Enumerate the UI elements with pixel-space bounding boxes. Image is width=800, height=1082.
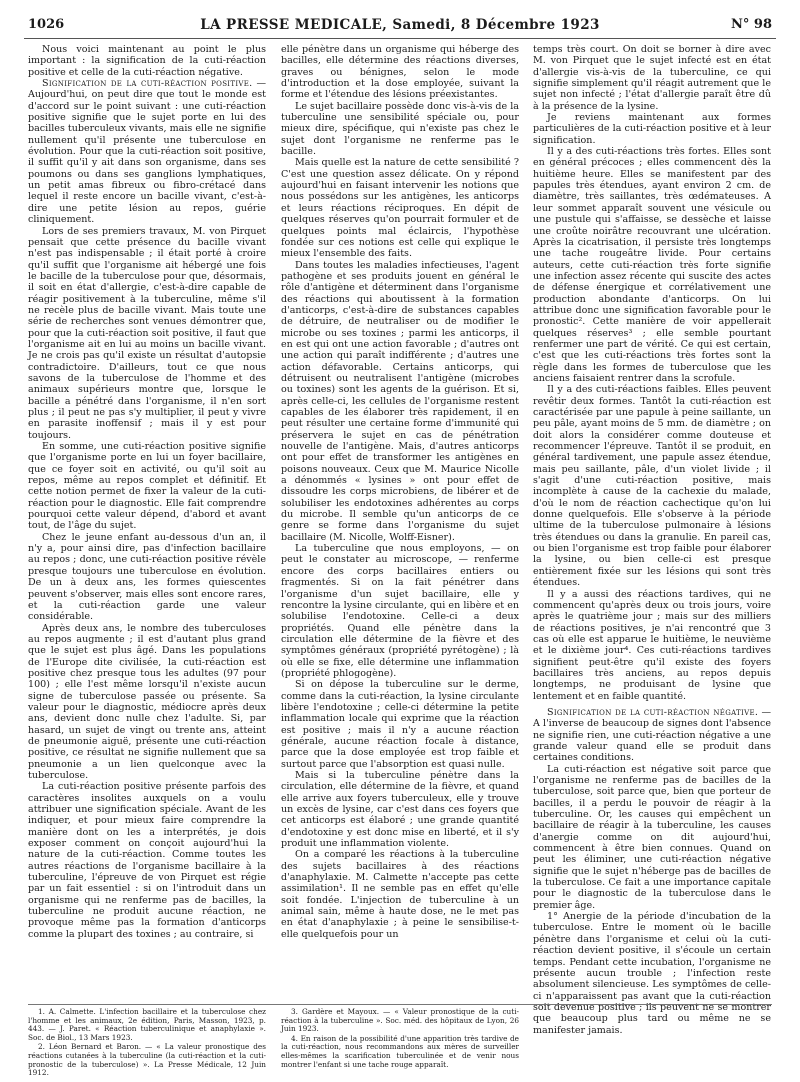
paragraph-text: Le sujet bacillaire possède donc vis-à-vis de la tuberculine une sensibilité spéciale ou, pour mieux dire, spécifique, qui n'existe pas chez le sujet dont l'organisme ne renferme pas le bacille. bbox=[281, 100, 519, 158]
masthead: LA PRESSE MEDICALE, Samedi, 8 Décembre 1923 bbox=[200, 17, 600, 33]
paragraph bbox=[281, 101, 519, 158]
paragraph-text: Mais si la tuberculine pénètre dans la circulation, elle détermine de la fièvre, et quand elle arrive aux foyers tuberculeux, elle y trouve un excès de lysine, car c'est dans ces foyers que cet anticorps est élaboré ; une grande quantité d'endotoxine y est donc mise en liberté, et il s'y produit une inflammation violente. bbox=[281, 770, 519, 850]
paragraph-text: Il y a des cuti-réactions très fortes. Elles sont en général précoces ; elles commencent dès la huitième heure. Elles se manifestent par des papules très étendues, ayant environ 2 cm. de diamètre, très saillantes, très œdémateuses. A leur sommet apparaît souvent une vésicule ou une pustule qui s'affaisse, se dessèche et laisse une croûte noirâtre recouvrant une ulcération. Après la cicatrisation, il persiste très longtemps une tache rougeâtre livide. Pour certains auteurs, cette cuti-réaction très forte signifie une infection assez récente qui suscite des actes de défense énergique et corrélativement une production abondante d'anticorps. On lui attribue donc une signification favorable pour le pronostic². Cette manière de voir appellerait quelques réserves³ ; elle semble pourtant renfermer une part de vérité. Ce qui est certain, c'est que les cuti-réactions très fortes sont la règle dans les formes de tuberculose que les anciens faisaient rentrer dans la scrofule. bbox=[533, 146, 771, 384]
paragraph-text: Après deux ans, le nombre des tuberculoses au repos augmente ; il est d'autant plus grand que le sujet est plus âgé. Dans les populations de l'Europe dite civilisée, la cuti-réaction est positive chez presque tous les adultes (97 pour 100) ; elle l'est même lorsqu'il n'existe aucun signe de tuberculose passée ou présente. Sa valeur pour le diagnostic, médiocre après deux ans, devient donc nulle chez l'adulte. Si, par hasard, un sujet de vingt ou trente ans, atteint de pneumonie aiguë, présente une cuti-réaction positive, ce résultat ne signifie nullement que sa pneumonie a un lien quelconque avec la tuberculose. bbox=[28, 622, 266, 781]
paragraph bbox=[281, 157, 519, 259]
section-heading: Signification de la cuti-réaction positive. bbox=[42, 78, 253, 90]
footnote: 1. A. Calmette. L'infection bacillaire et la tuberculose chez l'homme et les animaux, 2e édition, Paris, Masson, 1923, p. 443. — J. Paret. « Réaction tuberculinique et anaphylaxie ». Soc. de Biol., 13 Mars 1923. bbox=[28, 1007, 266, 1042]
issue-number: N° 98 bbox=[731, 17, 772, 32]
paragraph bbox=[533, 112, 771, 146]
paragraph bbox=[533, 589, 771, 702]
paragraph bbox=[281, 543, 519, 679]
footnotes bbox=[28, 1004, 772, 1077]
paragraph-text: Je reviens maintenant aux formes particulières de la cuti-réaction positive et à leur signification. bbox=[533, 112, 771, 146]
paragraph-text: temps très court. On doit se borner à dire avec M. von Pirquet que le sujet infecté est en état d'allergie vis-à-vis de la tuberculine, ce qui signifie simplement qu'il réagit autrement que le sujet non infecté ; l'état d'allergie paraît être dû à la présence de la lysine. bbox=[533, 44, 771, 112]
paragraph-text: Nous voici maintenant au point le plus important : la signification de la cuti-réaction positive et celle de la cuti-réaction négative. bbox=[28, 44, 266, 78]
footnotes-middle bbox=[281, 1008, 519, 1070]
paragraph bbox=[28, 781, 266, 940]
footnotes-left bbox=[28, 1008, 266, 1079]
paragraph bbox=[28, 441, 266, 532]
paragraph-text: — A l'inverse de beaucoup de signes dont l'absence ne signifie rien, une cuti-réaction négative a une grande valeur quand elle se produit dans certaines conditions. bbox=[533, 706, 771, 764]
section-heading: Signification de la cuti-réaction négative. bbox=[547, 706, 759, 718]
paragraph bbox=[28, 532, 266, 623]
paragraph-text: En somme, une cuti-réaction positive signifie que l'organisme porte en lui un foyer bacillaire, que ce foyer soit en activité, ou qu'il soit au repos, même au repos complet et définitif. Et cette notion permet de fixer la valeur de la cuti-réaction pour le diagnostic. Elle fait comprendre pourquoi cette valeur dépend, d'abord et avant tout, de l'âge du sujet. bbox=[28, 441, 266, 532]
paragraph bbox=[28, 623, 266, 782]
paragraph-text: La tuberculine que nous employons, — on peut le constater au microscope, — renferme encore des corps bacillaires entiers ou fragmentés. Si on la fait pénétrer dans l'organisme d'un sujet bacillaire, elle y rencontre la lysine circulante, qui en libère et en solubilise l'endotoxine. Celle-ci a deux propriétés. Quand elle pénètre dans la circulation elle détermine de la fièvre et des symptômes généraux (propriété pyrétogène) ; là où elle se fixe, elle détermine une inflammation (propriété phlogogène). bbox=[281, 543, 519, 679]
paragraph bbox=[533, 384, 771, 588]
paragraph-text: La cuti-réaction est négative soit parce que l'organisme ne renferme pas de bacilles de la tuberculose, soit parce que, bien que porteur de bacilles, il a perdu le pouvoir de réagir à la tuberculine. Or, les causes qui empêchent un bacillaire de réagir à la tuberculine, les causes d'anergie comme on dit aujourd'hui, commencent à être bien connues. Quand on peut les éliminer, une cuti-réaction négative signifie que le sujet n'héberge pas de bacilles de la tuberculose. Ce fait a une importance capitale pour le diagnostic de la tuberculose dans le premier âge. bbox=[533, 763, 771, 911]
paragraph-text: Il y a des cuti-réactions faibles. Elles peuvent revêtir deux formes. Tantôt la cuti-réaction est caractérisée par une papule à peine saillante, un peu pâle, ayant moins de 5 mm. de diamètre ; on doit alors la considérer comme douteuse et recommencer l'épreuve. Tantôt il se produit, en général tardivement, une papule assez étendue, mais peu saillante, pâle, d'un violet livide ; il s'agit d'une cuti-réaction positive, mais incomplète à cause de la cachexie du malade, d'où le nom de réaction cachectique qu'on lui donne quelquefois. Elle s'observe à la période ultime de la tuberculose pulmonaire à lésions très étendues ou dans la granulie. En pareil cas, ou bien l'organisme est trop faible pour élaborer la lysine, ou bien celle-ci est presque entièrement fixée sur les lésions qui sont très étendues. bbox=[533, 384, 771, 589]
paragraph bbox=[281, 44, 519, 101]
text-column-middle bbox=[281, 44, 519, 1002]
text-column-left bbox=[28, 44, 266, 1002]
paragraph-text: — Aujourd'hui, on peut dire que tout le monde est d'accord sur le point suivant : une cuti-réaction positive signifie que le sujet porte en lui des bacilles tuberculeux vivants, mais elle ne signifie nullement qu'il présente une tuberculose en évolution. Pour que la cuti-réaction soit positive, il suffit qu'il y ait dans son organisme, dans ses poumons ou dans ses ganglions lymphatiques, un petit amas fibreux ou fibro-crétacé dans lequel il reste encore un bacille vivant, c'est-à-dire une petite lésion au repos, guérie cliniquement. bbox=[28, 78, 266, 226]
paragraph-text: Lors de ses premiers travaux, M. von Pirquet pensait que cette présence du bacille vivant n'est pas indispensable ; il était porté à croire qu'il suffit que l'organisme ait hébergé une fois le bacille de la tuberculose pour que, désormais, il soit en état d'allergie, c'est-à-dire capable de réagir positivement à la tuberculine, même s'il ne recèle plus de bacille vivant. Mais toute une série de recherches sont venues démontrer que, pour que la cuti-réaction soit positive, il faut que l'organisme ait en lui au moins un bacille vivant. Je ne crois pas qu'il existe un résultat d'autopsie contradictoire. D'ailleurs, tout ce que nous savons de la tuberculose de l'homme et des animaux supérieurs montre que, lorsque le bacille a pénétré dans l'organisme, il n'en sort plus ; il peut ne pas s'y multiplier, il peut y vivre en parasite inoffensif ; mais il y est pour toujours. bbox=[28, 225, 266, 441]
page-header bbox=[24, 16, 776, 39]
paragraph bbox=[28, 44, 266, 78]
paragraph-text: Dans toutes les maladies infectieuses, l'agent pathogène et ses produits jouent en général le rôle d'antigène et déterminent dans l'organisme des réactions qui aboutissent à la formation d'anticorps, c'est-à-dire de substances capables de détruire, de neutraliser ou de modifier le microbe ou ses toxines ; parmi les anticorps, il en est qui ont une action favorable ; d'autres ont une action qui paraît indifférente ; d'autres une action défavorable. Certains anticorps, qui détruisent ou neutralisent l'antigène (microbes ou toxines) sont les agents de la guérison. Et si, après celle-ci, les cellules de l'organisme restent capables de les élaborer très rapidement, il en peut résulter une certaine forme d'immunité qui préservera le sujet en cas de pénétration nouvelle de l'antigène. Mais, d'autres anticorps ont pour effet de transformer les antigènes en poisons nouveaux. Ceux que M. Maurice Nicolle a dénommés « lysines » ont pour effet de dissoudre les corps microbiens, de libérer et de solubiliser les endotoxines adhérentes au corps du microbe. Il semble qu'un anticorps de ce genre se forme dans l'organisme du sujet bacillaire (M. Nicolle, Wolff-Eisner). bbox=[281, 259, 519, 543]
paragraph bbox=[281, 679, 519, 770]
paragraph bbox=[281, 849, 519, 940]
paragraph-text: Il y a aussi des réactions tardives, qui ne commencent qu'après deux ou trois jours, voire après le quatrième jour ; mais sur des milliers de réactions positives, je n'ai rencontré que 3 cas où elle est apparue le huitième, le neuvième et le dixième jour⁴. Ces cuti-réactions tardives signifient peut-être qu'il existe des foyers bacillaires très anciens, au repos depuis longtemps, ne produisant de lysine que lentement et en faible quantité. bbox=[533, 588, 771, 702]
paragraph bbox=[533, 44, 771, 112]
paragraph-text: elle pénètre dans un organisme qui héberge des bacilles, elle détermine des réactions diverses, graves ou bénignes, selon le mode d'introduction et la dose employée, suivant la forme et l'étendue des lésions préexistantes. bbox=[281, 44, 519, 101]
paragraph bbox=[281, 260, 519, 544]
paragraph bbox=[28, 226, 266, 442]
paragraph-text: 1° Anergie de la période d'incubation de la tuberculose. Entre le moment où le bacille pénètre dans l'organisme et celui où la cuti-réaction devient positive, il s'écoule un certain temps. Pendant cette incubation, l'organisme ne présente aucun trouble ; l'infection reste absolument silencieuse. Les symptômes de celle-ci n'apparaissent pas avant que la cuti-réaction soit devenue positive ; ils peuvent ne se montrer que beaucoup plus tard ou même ne se manifester jamais. bbox=[533, 911, 771, 1036]
paragraph bbox=[533, 146, 771, 384]
footnote: 4. En raison de la possibilité d'une apparition très tardive de la cuti-réaction, nous recommandons aux mères de surveiller elles-mêmes la scarification tuberculinée et de venir nous montrer l'enfant si une tache rouge apparaît. bbox=[281, 1033, 519, 1069]
text-column-right bbox=[533, 44, 771, 1036]
paragraph-text: Si on dépose la tuberculine sur le derme, comme dans la cuti-réaction, la lysine circulante libère l'endotoxine ; celle-ci détermine la petite inflammation locale qui exprime que la réaction est positive ; mais il n'y a aucune réaction générale, aucune réaction focale à distance, parce que la dose employée est trop faible et surtout parce que l'absorption est quasi nulle. bbox=[281, 679, 519, 770]
paragraph bbox=[533, 764, 771, 911]
footnote: 3. Gardère et Mayoux. — « Valeur pronostique de la cuti-réaction à la tuberculine ». Soc. méd. des hôpitaux de Lyon, 26 Juin 1923. bbox=[281, 1007, 519, 1034]
paragraph-text: Chez le jeune enfant au-dessous d'un an, il n'y a, pour ainsi dire, pas d'infection bacillaire au repos ; donc, une cuti-réaction positive révèle presque toujours une tuberculose en évolution. De un à deux ans, les formes quiescentes peuvent s'observer, mais elles sont encore rares, et la cuti-réaction garde une valeur considérable. bbox=[28, 531, 266, 623]
footnote: 2. Léon Bernard et Baron. — « La valeur pronostique des réactions cutanées à la tuberculine (la cuti-réaction et la cuti-pronostic de la tuberculose) ». La Presse Médicale, 12 Juin 1912. bbox=[28, 1042, 266, 1078]
paragraph bbox=[533, 707, 771, 764]
paragraph bbox=[281, 770, 519, 849]
paragraph-text: La cuti-réaction positive présente parfois des caractères insolites auxquels on a voulu attribuer une signification spéciale. Avant de les indiquer, et pour mieux faire comprendre la manière dont on les a interprétés, je dois exposer comment on conçoit aujourd'hui la nature de la cuti-réaction. Comme toutes les autres réactions de l'organisme bacillaire à la tuberculine, l'épreuve de von Pirquet est régie par un fait essentiel : si on l'introduit dans un organisme qui ne renferme pas de bacilles, la tuberculine ne produit aucune réaction, ne provoque même pas la formation d'anticorps comme la plupart des toxines ; au contraire, si bbox=[28, 781, 266, 940]
paragraph-text: On a comparé les réactions à la tuberculine des sujets bacillaires à des réactions d'anaphylaxie. M. Calmette n'accepte pas cette assimilation¹. Il ne semble pas en effet qu'elle soit fondée. L'injection de tuberculine à un animal sain, même à haute dose, ne le met pas en état d'anaphylaxie ; à peine le sensibilise-t-elle quelquefois pour un bbox=[281, 849, 519, 940]
page-number: 1026 bbox=[28, 17, 65, 32]
paragraph-text: Mais quelle est la nature de cette sensibilité ? C'est une question assez délicate. On y répond aujourd'hui en faisant intervenir les notions que nous possédons sur les antigènes, les anticorps et leurs réactions réciproques. En dépit de quelques réserves qu'on pourrait formuler et de quelques points mal éclaircis, l'hypothèse fondée sur ces notions est celle qui explique le mieux l'ensemble des faits. bbox=[281, 157, 519, 260]
paragraph bbox=[28, 78, 266, 225]
